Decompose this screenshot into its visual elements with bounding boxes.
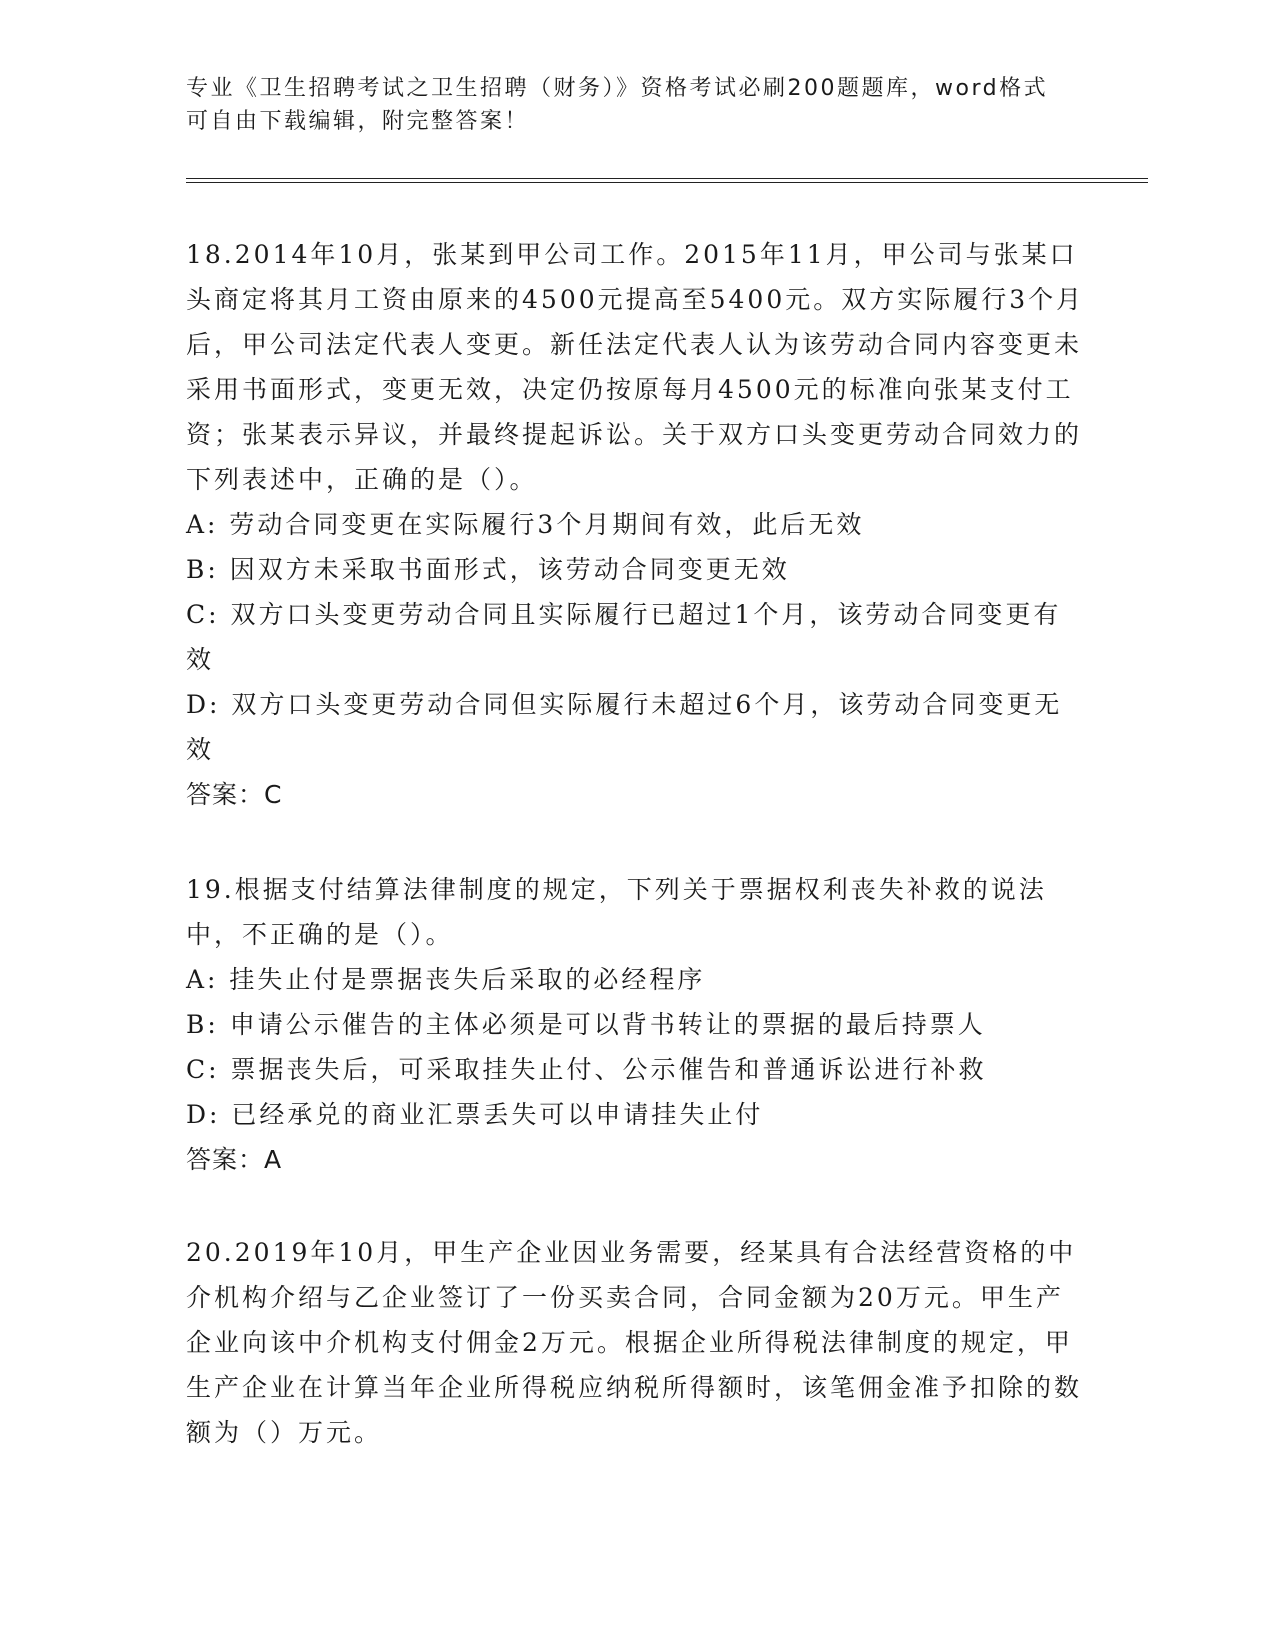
answer: 答案：C xyxy=(186,780,283,809)
option-d: D: 双方口头变更劳动合同但实际履行未超过6个月，该劳动合同变更无效 xyxy=(186,690,1063,764)
question-20 xyxy=(186,1230,1086,1455)
option-c: C: 双方口头变更劳动合同且实际履行已超过1个月，该劳动合同变更有效 xyxy=(186,600,1062,674)
question-text: 18.2014年10月，张某到甲公司工作。2015年11月，甲公司与张某口头商定将其月工资由原来的4500元提高至5400元。双方实际履行3个月后，甲公司法定代表人变更。新任法定代表人认为该劳动合同内容变更未采用书面形式，变更无效，决定仍按原每月4500元的标准向张某支付工资；张某表示异议，并最终提起诉讼。关于双方口头变更劳动合同效力的下列表述中，正确的是（）。 xyxy=(186,240,1085,494)
question-text: 19.根据支付结算法律制度的规定，下列关于票据权利丧失补救的说法中，不正确的是（）。 xyxy=(186,875,1047,949)
option-c: C: 票据丧失后，可采取挂失止付、公示催告和普通诉讼进行补救 xyxy=(186,1055,987,1084)
page-header-title: 专业《卫生招聘考试之卫生招聘（财务）》资格考试必刷200题题库，word格式可自由下载编辑，附完整答案！ xyxy=(186,76,1049,134)
option-a: A: 挂失止付是票据丧失后采取的必经程序 xyxy=(186,965,706,994)
header-divider xyxy=(186,178,1148,183)
option-b: B: 申请公示催告的主体必须是可以背书转让的票据的最后持票人 xyxy=(186,1010,986,1039)
question-18 xyxy=(186,232,1086,817)
option-b: B: 因双方未采取书面形式，该劳动合同变更无效 xyxy=(186,555,790,584)
option-a: A: 劳动合同变更在实际履行3个月期间有效，此后无效 xyxy=(186,510,865,539)
question-text: 20.2019年10月，甲生产企业因业务需要，经某具有合法经营资格的中介机构介绍与乙企业签订了一份买卖合同，合同金额为20万元。甲生产企业向该中介机构支付佣金2万元。根据企业所得税法律制度的规定，甲生产企业在计算当年企业所得税应纳税所得额时，该笔佣金准予扣除的数额为（）万元。 xyxy=(186,1238,1083,1447)
option-d: D: 已经承兑的商业汇票丢失可以申请挂失止付 xyxy=(186,1100,764,1129)
question-19 xyxy=(186,867,1086,1182)
answer: 答案：A xyxy=(186,1145,283,1174)
